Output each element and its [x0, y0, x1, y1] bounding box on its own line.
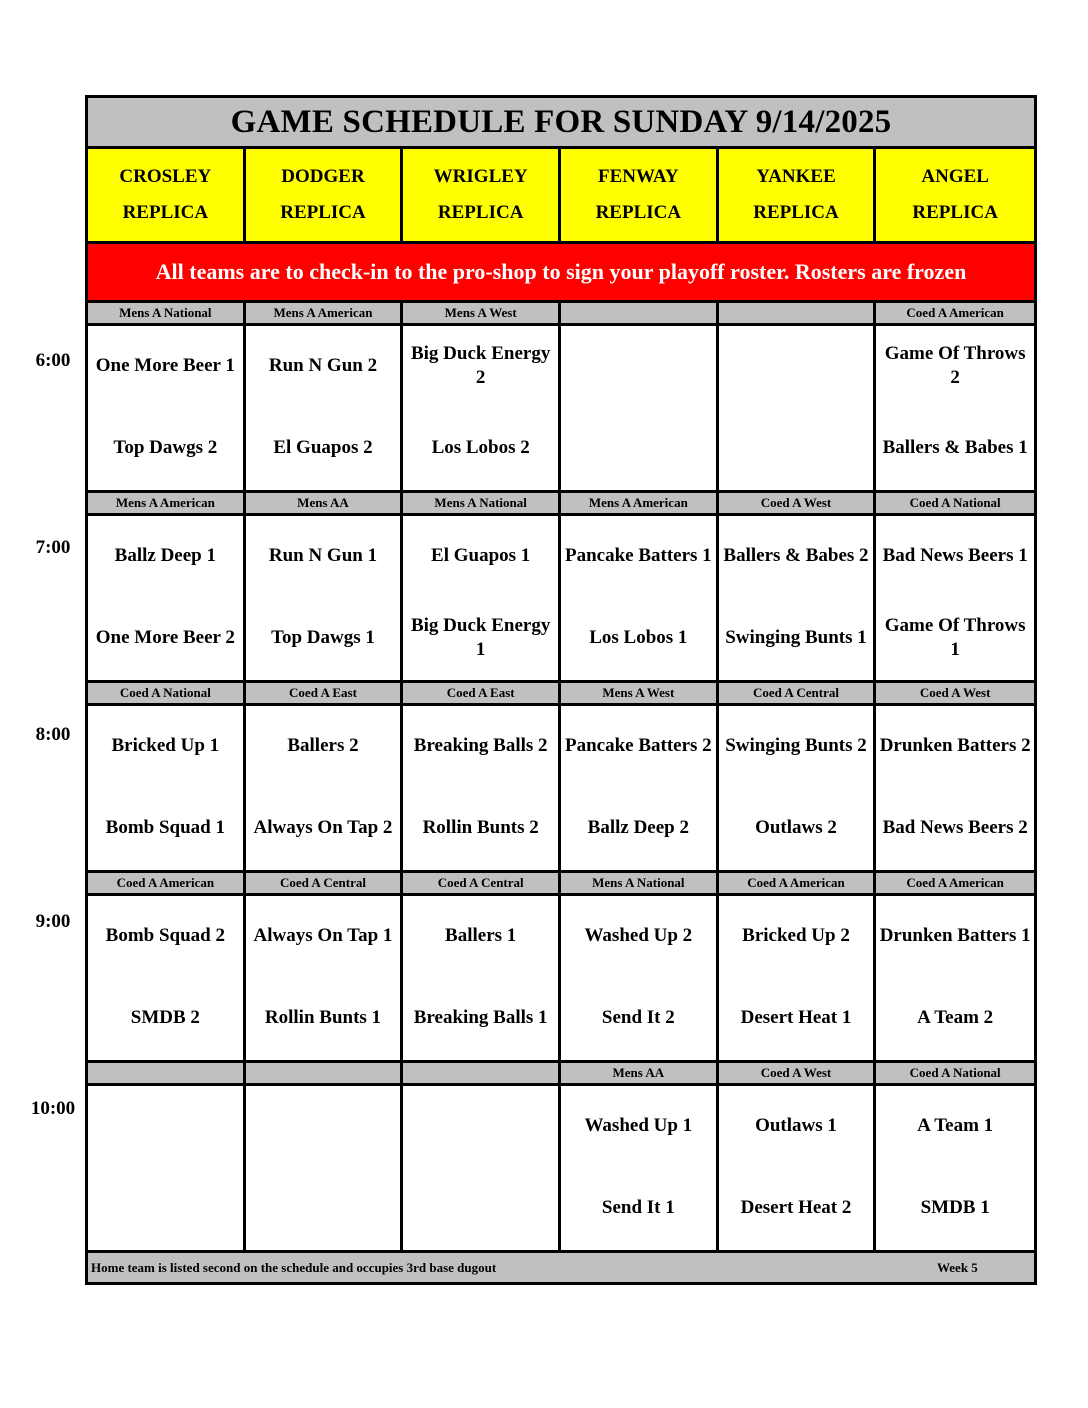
- game-cell: [403, 1086, 561, 1250]
- games-row: [88, 516, 1034, 683]
- game-cell: [561, 516, 719, 680]
- field-subtitle: REPLICA: [280, 202, 366, 223]
- game-cell: [88, 896, 246, 1060]
- home-team: Always On Tap 2: [253, 817, 393, 838]
- week-label: Week 5: [937, 1260, 978, 1275]
- home-team: Breaking Balls 1: [413, 1007, 548, 1028]
- away-team: Ballers 2: [287, 735, 359, 756]
- division-label: Coed A National: [876, 1063, 1034, 1083]
- division-label: [88, 1063, 246, 1083]
- away-team: One More Beer 1: [95, 355, 235, 376]
- field-header-row: [88, 149, 1034, 244]
- field-name: ANGEL: [921, 166, 989, 187]
- schedule-title: GAME SCHEDULE FOR SUNDAY 9/14/2025: [88, 98, 1034, 149]
- away-team: [721, 336, 872, 396]
- game-cell: [876, 896, 1034, 1060]
- field-subtitle: REPLICA: [753, 202, 839, 223]
- home-team: [90, 1178, 241, 1238]
- game-cell: [88, 1086, 246, 1250]
- time-label: 10:00: [30, 1098, 76, 1119]
- division-label: Coed A Central: [403, 873, 561, 893]
- game-cell: [246, 706, 404, 870]
- field-header: [88, 149, 246, 241]
- away-team: Washed Up 1: [584, 1115, 693, 1136]
- home-team: Send It 1: [601, 1197, 675, 1218]
- away-team: El Guapos 1: [431, 545, 531, 566]
- division-label: Mens A West: [403, 303, 561, 323]
- home-team: Los Lobos 2: [431, 437, 530, 458]
- home-team: Game Of Throws 1: [884, 615, 1026, 660]
- division-row: [88, 493, 1034, 516]
- away-team: Swinging Bunts 2: [725, 735, 867, 756]
- home-team: One More Beer 2: [95, 627, 235, 648]
- game-cell: [88, 326, 246, 490]
- home-team: A Team 2: [917, 1007, 994, 1028]
- home-team: Desert Heat 2: [740, 1197, 852, 1218]
- games-row: [88, 1086, 1034, 1253]
- home-team: Outlaws 2: [755, 817, 837, 838]
- schedule-table: [85, 95, 1037, 1285]
- away-team: [90, 1096, 241, 1156]
- division-label: Coed A Central: [246, 873, 404, 893]
- field-subtitle: REPLICA: [912, 202, 998, 223]
- division-label: Coed A Central: [719, 683, 877, 703]
- away-team: A Team 1: [917, 1115, 994, 1136]
- division-label: Coed A West: [876, 683, 1034, 703]
- away-team: Pancake Batters 2: [564, 735, 712, 756]
- time-label: 7:00: [35, 537, 71, 558]
- away-team: [563, 336, 714, 396]
- away-team: Run N Gun 2: [268, 355, 378, 376]
- home-team: Ballers & Babes 1: [882, 437, 1028, 458]
- time-slots: [88, 303, 1034, 1253]
- away-team: Ballz Deep 1: [114, 545, 216, 566]
- home-team: Swinging Bunts 1: [725, 627, 867, 648]
- home-team: [248, 1178, 399, 1238]
- game-cell: [403, 516, 561, 680]
- division-row: [88, 303, 1034, 326]
- field-header: [246, 149, 404, 241]
- away-team: Breaking Balls 2: [413, 735, 548, 756]
- away-team: Ballers 1: [445, 925, 517, 946]
- home-team: [405, 1178, 556, 1238]
- home-team: Top Dawgs 1: [271, 627, 375, 648]
- division-label: Mens A National: [403, 493, 561, 513]
- division-label: Coed A East: [403, 683, 561, 703]
- game-cell: [719, 1086, 877, 1250]
- home-team: Desert Heat 1: [740, 1007, 852, 1028]
- away-team: Bad News Beers 1: [882, 545, 1028, 566]
- games-row: [88, 896, 1034, 1063]
- home-team: Big Duck Energy 1: [410, 615, 551, 660]
- check-in-notice: All teams are to check-in to the pro-shop to sign your playoff roster. Rosters are frozen: [88, 244, 1034, 303]
- field-subtitle: REPLICA: [437, 202, 524, 223]
- away-team: Outlaws 1: [755, 1115, 837, 1136]
- division-label: [561, 303, 719, 323]
- game-cell: [719, 706, 877, 870]
- division-label: Mens A American: [88, 493, 246, 513]
- game-cell: [876, 516, 1034, 680]
- away-team: Big Duck Energy 2: [410, 343, 551, 388]
- away-team: Bricked Up 1: [111, 735, 220, 756]
- away-team: [405, 1096, 556, 1156]
- division-label: Mens A American: [561, 493, 719, 513]
- time-label: 6:00: [35, 350, 71, 371]
- field-name: DODGER: [281, 166, 365, 187]
- home-team: Send It 2: [601, 1007, 675, 1028]
- away-team: Game Of Throws 2: [884, 343, 1026, 388]
- home-team: Bomb Squad 1: [105, 817, 225, 838]
- home-team: Rollin Bunts 1: [264, 1007, 382, 1028]
- game-cell: [719, 896, 877, 1060]
- home-team: Ballz Deep 2: [587, 817, 689, 838]
- division-label: Mens A National: [88, 303, 246, 323]
- division-label: Coed A West: [719, 493, 877, 513]
- division-label: Coed A American: [876, 303, 1034, 323]
- home-team: Bad News Beers 2: [882, 817, 1028, 838]
- time-label: 8:00: [35, 724, 71, 745]
- home-team-note: Home team is listed second on the schedule and occupies 3rd base dugout: [91, 1260, 497, 1275]
- game-cell: [403, 896, 561, 1060]
- away-team: Always On Tap 1: [253, 925, 393, 946]
- away-team: [248, 1096, 399, 1156]
- division-label: Coed A East: [246, 683, 404, 703]
- time-label: 9:00: [35, 911, 71, 932]
- game-cell: [246, 896, 404, 1060]
- game-cell: [561, 706, 719, 870]
- away-team: Bomb Squad 2: [105, 925, 225, 946]
- division-label: Coed A American: [719, 873, 877, 893]
- game-cell: [719, 516, 877, 680]
- game-cell: [88, 706, 246, 870]
- schedule-footer: [88, 1253, 1034, 1282]
- away-team: Run N Gun 1: [268, 545, 378, 566]
- game-cell: [246, 1086, 404, 1250]
- game-cell: [246, 516, 404, 680]
- field-header: [719, 149, 877, 241]
- home-team: [563, 418, 714, 478]
- home-team: Rollin Bunts 2: [422, 817, 539, 838]
- division-label: Mens A National: [561, 873, 719, 893]
- division-label: Coed A West: [719, 1063, 877, 1083]
- game-cell: [876, 1086, 1034, 1250]
- away-team: Washed Up 2: [584, 925, 693, 946]
- game-cell: [403, 326, 561, 490]
- division-label: [403, 1063, 561, 1083]
- home-team: [721, 418, 872, 478]
- field-name: YANKEE: [756, 166, 836, 187]
- division-label: [246, 1063, 404, 1083]
- field-name: WRIGLEY: [433, 166, 528, 187]
- away-team: Drunken Batters 2: [879, 735, 1031, 756]
- division-label: Coed A American: [88, 873, 246, 893]
- games-row: [88, 706, 1034, 873]
- field-header: [403, 149, 561, 241]
- home-team: Top Dawgs 2: [113, 437, 218, 458]
- game-cell: [88, 516, 246, 680]
- division-label: Coed A National: [876, 493, 1034, 513]
- division-row: [88, 1063, 1034, 1086]
- game-cell: [561, 326, 719, 490]
- field-header: [876, 149, 1034, 241]
- field-subtitle: REPLICA: [122, 202, 209, 223]
- game-cell: [403, 706, 561, 870]
- game-cell: [561, 896, 719, 1060]
- games-row: [88, 326, 1034, 493]
- game-cell: [719, 326, 877, 490]
- field-header: [561, 149, 719, 241]
- away-team: Pancake Batters 1: [564, 545, 712, 566]
- game-cell: [876, 326, 1034, 490]
- home-team: SMDB 1: [920, 1197, 990, 1218]
- division-label: Coed A National: [88, 683, 246, 703]
- home-team: El Guapos 2: [273, 437, 373, 458]
- home-team: Los Lobos 1: [589, 627, 688, 648]
- away-team: Ballers & Babes 2: [723, 545, 869, 566]
- division-row: [88, 873, 1034, 896]
- division-row: [88, 683, 1034, 706]
- division-label: Mens AA: [561, 1063, 719, 1083]
- division-label: [719, 303, 877, 323]
- division-label: Mens AA: [246, 493, 404, 513]
- game-cell: [246, 326, 404, 490]
- game-cell: [876, 706, 1034, 870]
- home-team: SMDB 2: [130, 1007, 200, 1028]
- division-label: Mens A West: [561, 683, 719, 703]
- division-label: Coed A American: [876, 873, 1034, 893]
- field-name: FENWAY: [598, 166, 679, 187]
- game-cell: [561, 1086, 719, 1250]
- field-subtitle: REPLICA: [595, 202, 682, 223]
- field-name: CROSLEY: [119, 166, 212, 187]
- away-team: Drunken Batters 1: [879, 925, 1031, 946]
- division-label: Mens A American: [246, 303, 404, 323]
- away-team: Bricked Up 2: [742, 925, 850, 946]
